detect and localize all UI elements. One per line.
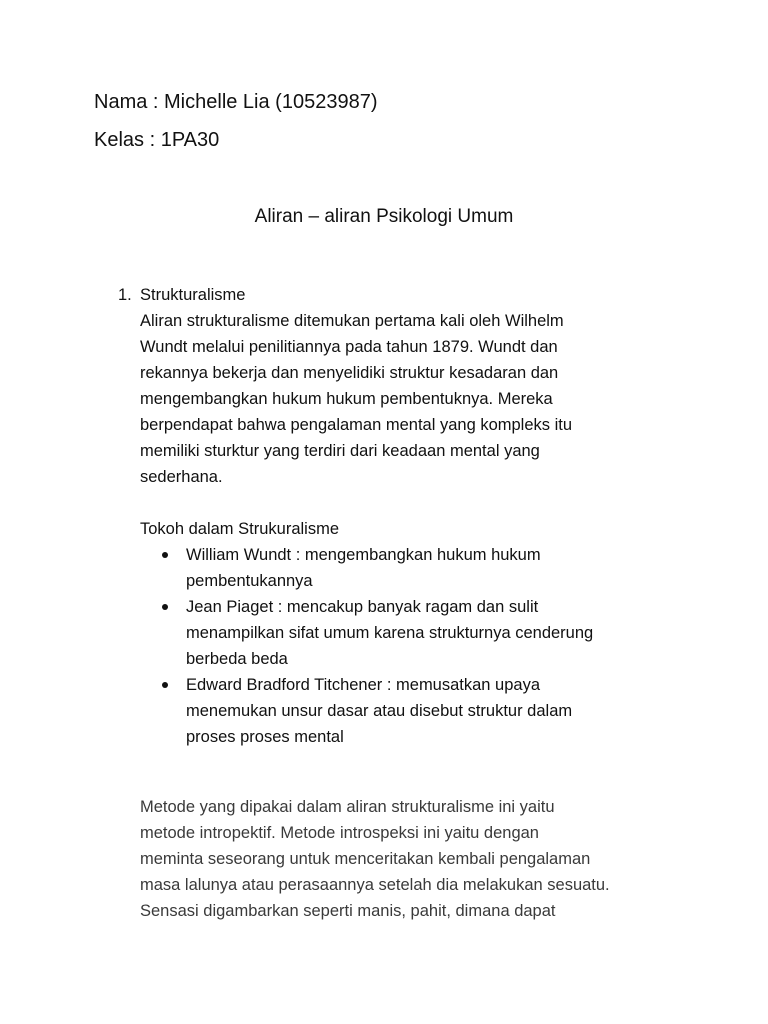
list-item xyxy=(140,542,658,594)
section-body xyxy=(140,308,658,750)
student-name-line: Nama : Michelle Lia (10523987) xyxy=(94,91,378,113)
bullet-icon xyxy=(162,552,168,558)
list-item-line: berbeda beda xyxy=(186,650,288,668)
bullet-icon xyxy=(162,682,168,688)
paragraph-line: Aliran strukturalisme ditemukan pertama kali oleh Wilhelm xyxy=(140,312,564,330)
list-item xyxy=(140,672,658,750)
section-heading-row xyxy=(118,282,658,308)
list-item-line: pembentukannya xyxy=(186,572,313,590)
document-title: Aliran – aliran Psikologi Umum xyxy=(254,206,514,227)
paragraph-line: memiliki sturktur yang terdiri dari keadaan mental yang xyxy=(140,442,540,460)
list-item-line: Edward Bradford Titchener : memusatkan upaya xyxy=(186,676,541,694)
method-line: metode intropektif. Metode introspeksi ini yaitu dengan xyxy=(140,824,539,842)
list-item-line: Jean Piaget : mencakup banyak ragam dan sulit xyxy=(186,598,539,616)
method-line: masa lalunya atau perasaannya setelah dia melakukan sesuatu. xyxy=(140,876,610,894)
section-paragraph xyxy=(140,308,658,490)
paragraph-line: sederhana. xyxy=(140,468,223,486)
paragraph-line: Wundt melalui penilitiannya pada tahun 1879. Wundt dan xyxy=(140,338,558,356)
section-heading: Strukturalisme xyxy=(140,286,246,304)
figures-title: Tokoh dalam Strukuralisme xyxy=(140,520,339,538)
student-class-line: Kelas : 1PA30 xyxy=(94,129,220,151)
list-item-line: William Wundt : mengembangkan hukum hukum xyxy=(186,546,541,564)
list-item xyxy=(140,594,658,672)
list-item-line: menampilkan sifat umum karena strukturnya cenderung xyxy=(186,624,594,642)
paragraph-line: mengembangkan hukum hukum pembentuknya. Mereka xyxy=(140,390,553,408)
list-item-line: proses proses mental xyxy=(186,728,344,746)
bullet-icon xyxy=(162,604,168,610)
figures-list xyxy=(140,542,658,750)
method-line: Metode yang dipakai dalam aliran strukturalisme ini yaitu xyxy=(140,798,555,816)
method-paragraph xyxy=(140,794,680,924)
method-line: Sensasi digambarkan seperti manis, pahit, dimana dapat xyxy=(140,902,556,920)
method-line: meminta seseorang untuk menceritakan kembali pengalaman xyxy=(140,850,591,868)
section-number: 1. xyxy=(118,286,132,304)
paragraph-line: berpendapat bahwa pengalaman mental yang kompleks itu xyxy=(140,416,573,434)
list-item-line: menemukan unsur dasar atau disebut struktur dalam xyxy=(186,702,573,720)
paragraph-line: rekannya bekerja dan menyelidiki struktur kesadaran dan xyxy=(140,364,559,382)
section-strukturalisme xyxy=(118,282,658,750)
